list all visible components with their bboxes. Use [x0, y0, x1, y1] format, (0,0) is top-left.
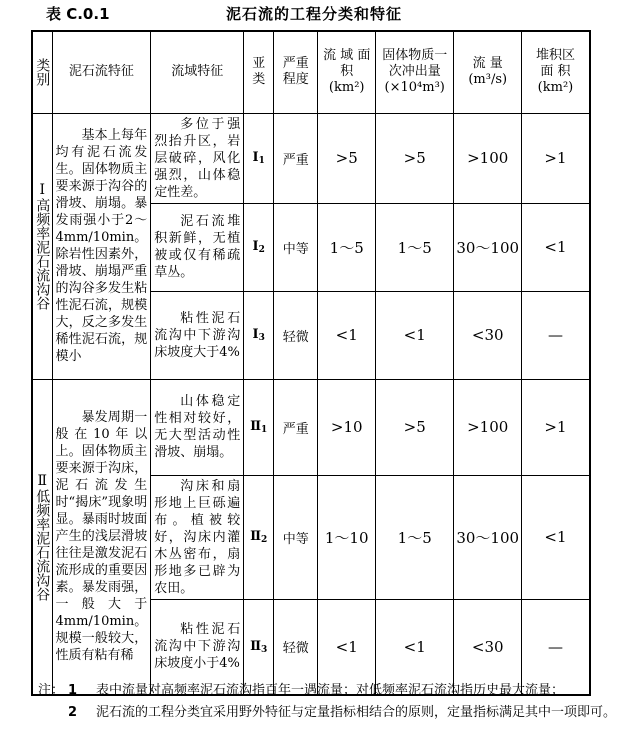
subclass-cell: Ⅰ2 — [244, 203, 274, 291]
subclass-cell: Ⅱ1 — [244, 379, 274, 475]
subclass-cell: Ⅰ1 — [244, 113, 274, 203]
severity-cell: 轻微 — [274, 291, 318, 379]
classification-table — [31, 30, 591, 696]
header-features: 泥石流特征 — [52, 31, 151, 113]
area-cell: <1 — [318, 599, 376, 695]
table-notes — [38, 680, 636, 724]
deposit-cell: >1 — [522, 113, 590, 203]
volume-cell: >5 — [376, 379, 454, 475]
area-cell: >5 — [318, 113, 376, 203]
basin-cell: 沟床和扇形地上巨砾遍布。植被较好，沟床内灌木丛密布，扇形地多已辟为农田。 — [151, 475, 244, 599]
basin-cell: 粘性泥石流沟中下游沟床坡度小于4% — [151, 599, 244, 695]
area-cell: >10 — [318, 379, 376, 475]
table-number: 表 C.0.1 — [46, 5, 110, 23]
header-subclass: 亚类 — [244, 31, 274, 113]
flow-cell: >100 — [454, 379, 522, 475]
flow-cell: >100 — [454, 113, 522, 203]
header-row — [32, 31, 590, 113]
note-number: 1 — [68, 683, 78, 698]
deposit-cell: — — [522, 599, 590, 695]
area-cell: <1 — [318, 291, 376, 379]
deposit-cell: <1 — [522, 475, 590, 599]
area-cell: 1～10 — [318, 475, 376, 599]
subclass-cell: Ⅰ3 — [244, 291, 274, 379]
flow-cell: <30 — [454, 291, 522, 379]
flow-cell: 30～100 — [454, 475, 522, 599]
title-row — [46, 3, 616, 27]
header-volume: 固体物质一次冲出量 (×10⁴m³) — [376, 31, 454, 113]
features-cell: 暴发周期一般在10年以上。固体物质主要来源于沟床，泥石流发生时“揭床”现象明显。暴雨时坡面产生的浅层滑坡往往是激发泥石流形成的重要因素。暴发雨强，一般大于4mm/10min。规模一般较大，性质有粘有稀 — [52, 379, 151, 695]
deposit-cell: <1 — [522, 203, 590, 291]
table-row — [32, 113, 590, 203]
header-area: 流 域 面 积 (km²) — [318, 31, 376, 113]
volume-cell: <1 — [376, 291, 454, 379]
volume-cell: 1～5 — [376, 203, 454, 291]
header-severity: 严重程度 — [274, 31, 318, 113]
severity-cell: 中等 — [274, 203, 318, 291]
table-title: 泥石流的工程分类和特征 — [226, 5, 403, 23]
severity-cell: 严重 — [274, 113, 318, 203]
severity-cell: 轻微 — [274, 599, 318, 695]
note-item — [46, 702, 636, 724]
notes-lead: 注： — [38, 683, 65, 698]
severity-cell: 中等 — [274, 475, 318, 599]
table-row — [32, 379, 590, 475]
header-flow: 流 量 (m³/s) — [454, 31, 522, 113]
category-cell: Ⅰ高频率泥石流沟谷 — [32, 113, 52, 379]
volume-cell: 1～5 — [376, 475, 454, 599]
header-category: 类别 — [32, 31, 52, 113]
volume-cell: <1 — [376, 599, 454, 695]
subclass-cell: Ⅱ3 — [244, 599, 274, 695]
note-text: 表中流量对高频率泥石流沟指百年一遇流量；对低频率泥石流沟指历史最大流量； — [96, 683, 565, 698]
note-item — [38, 680, 636, 702]
features-cell: 基本上每年均有泥石流发生。固体物质主要来源于沟谷的滑坡、崩塌。暴发雨强小于2～4mm/10min。除岩性因素外，滑坡、崩塌严重的沟谷多发生粘性泥石流，规模大，反之多发生稀性泥石流，规模小 — [52, 113, 151, 379]
basin-cell: 多位于强烈抬升区，岩层破碎，风化强烈，山体稳定性差。 — [151, 113, 244, 203]
deposit-cell: >1 — [522, 379, 590, 475]
header-deposit: 堆积区 面 积 (km²) — [522, 31, 590, 113]
note-text: 泥石流的工程分类宜采用野外特征与定量指标相结合的原则，定量指标满足其中一项即可。 — [96, 705, 617, 720]
note-number: 2 — [68, 705, 78, 720]
severity-cell: 严重 — [274, 379, 318, 475]
area-cell: 1～5 — [318, 203, 376, 291]
basin-cell: 粘性泥石流沟中下游沟床坡度大于4% — [151, 291, 244, 379]
flow-cell: <30 — [454, 599, 522, 695]
deposit-cell: — — [522, 291, 590, 379]
flow-cell: 30～100 — [454, 203, 522, 291]
category-cell: Ⅱ低频率泥石流沟谷 — [32, 379, 52, 695]
header-basin: 流域特征 — [151, 31, 244, 113]
basin-cell: 山体稳定性相对较好，无大型活动性滑坡、崩塌。 — [151, 379, 244, 475]
volume-cell: >5 — [376, 113, 454, 203]
basin-cell: 泥石流堆积新鲜，无植被或仅有稀疏草丛。 — [151, 203, 244, 291]
subclass-cell: Ⅱ2 — [244, 475, 274, 599]
